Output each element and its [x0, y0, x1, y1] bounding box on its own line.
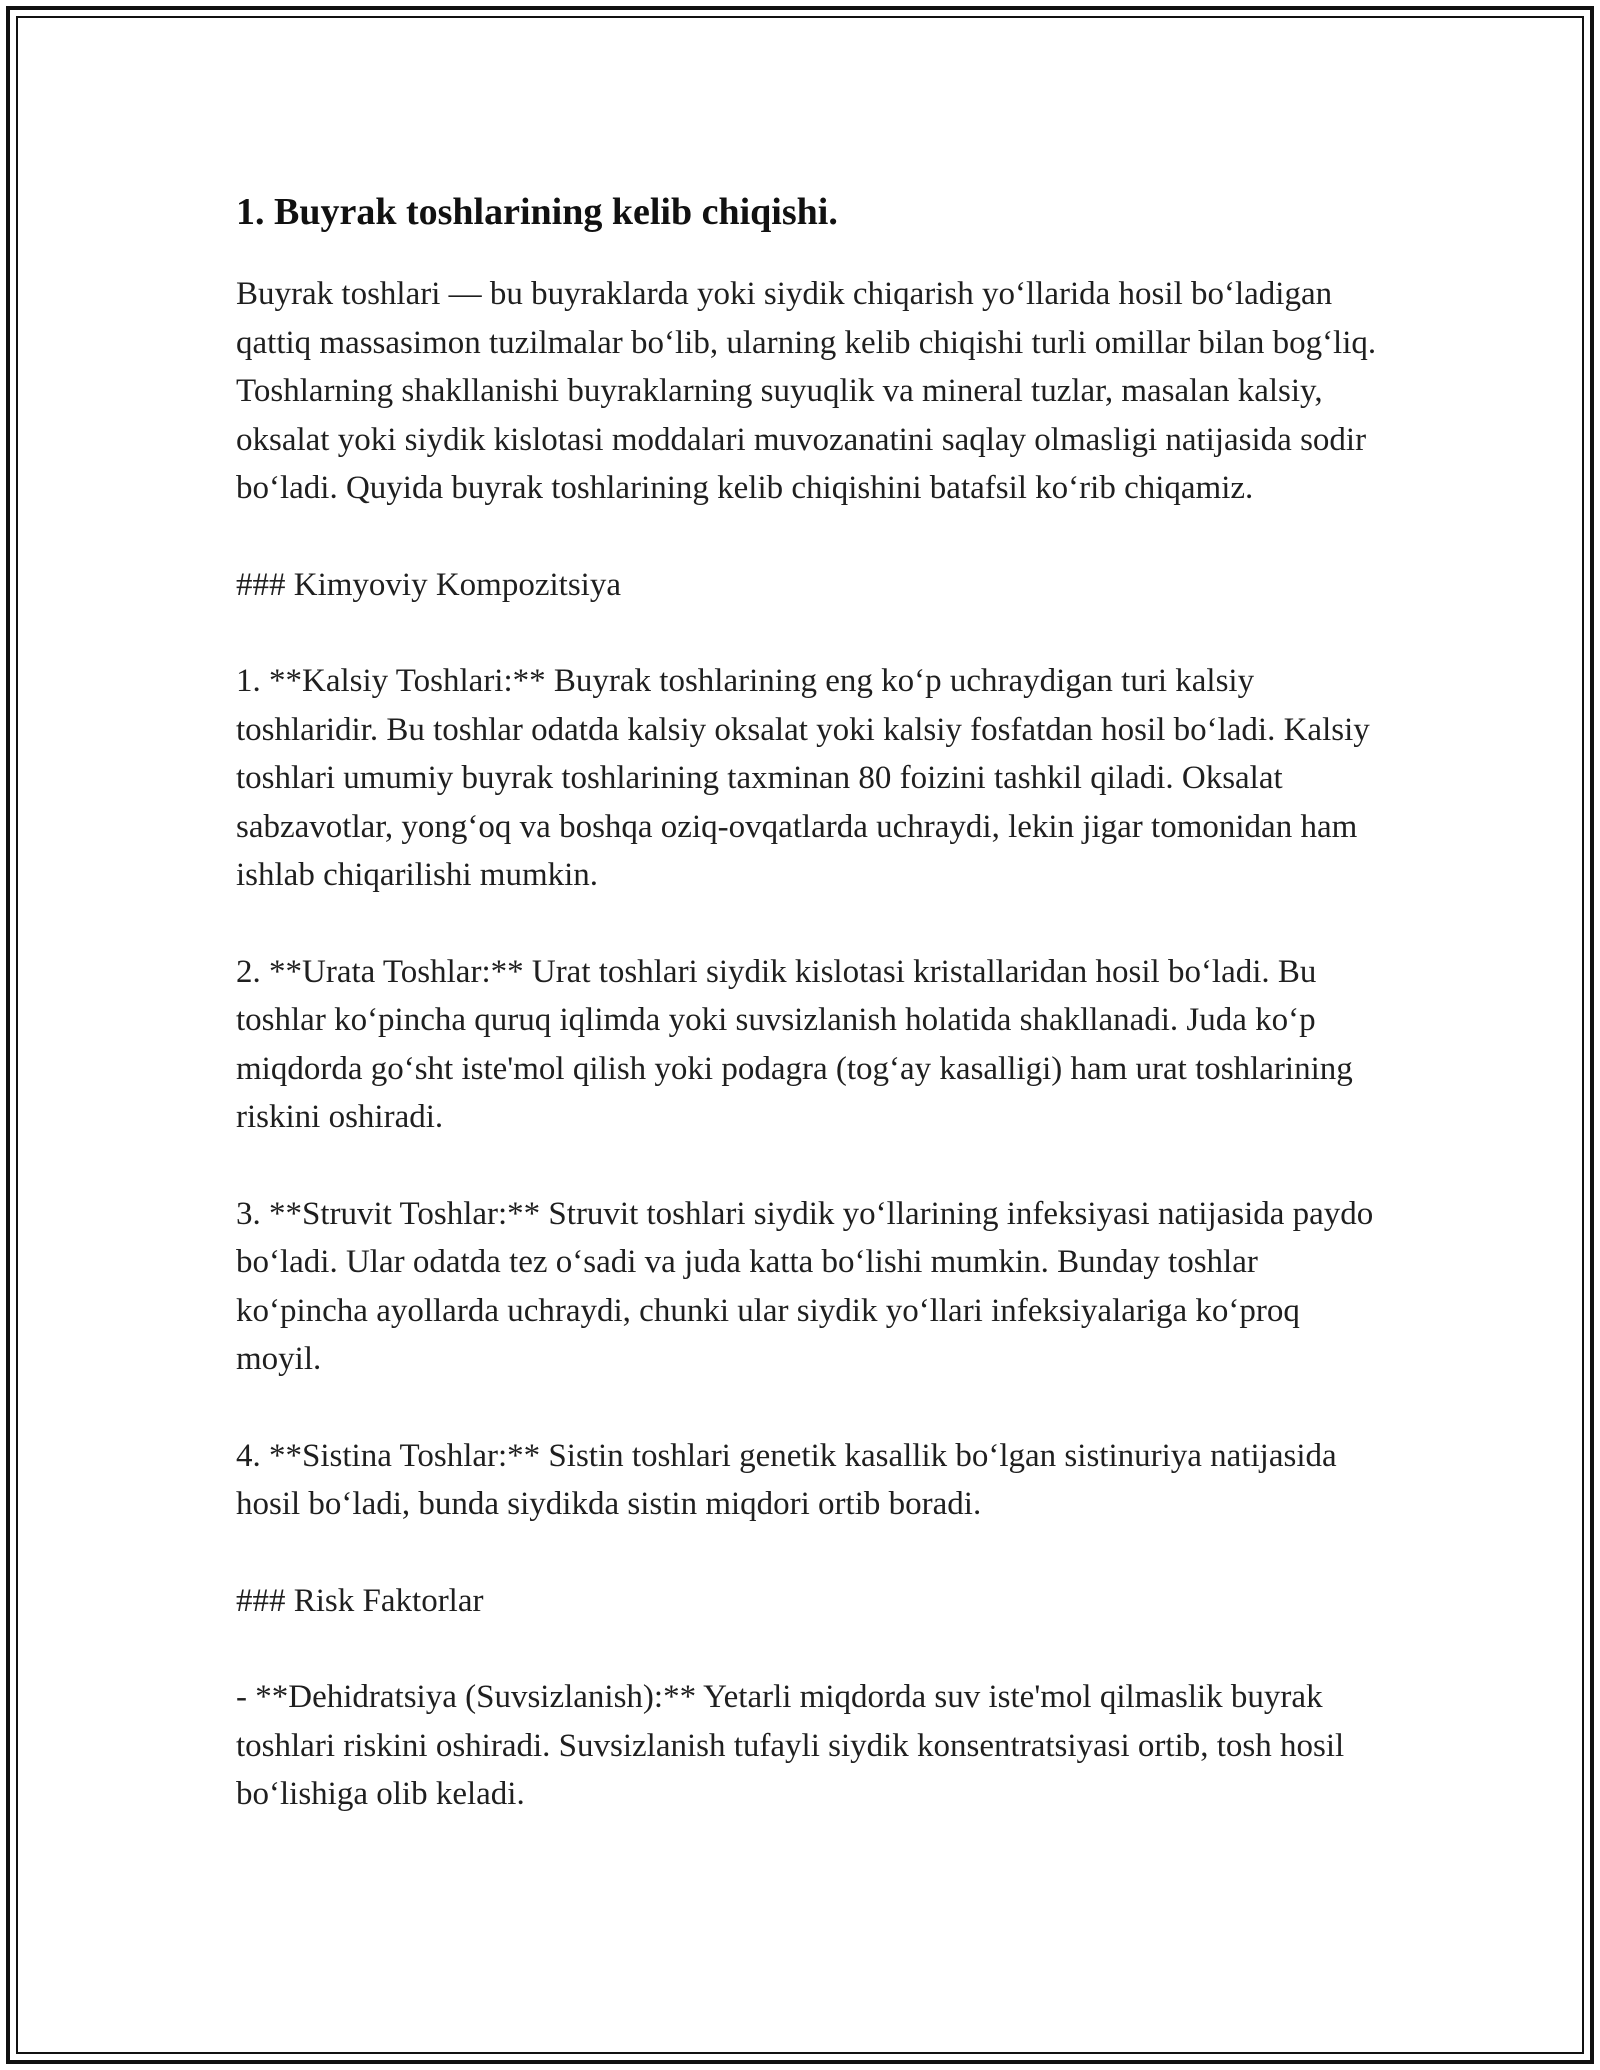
document-body [236, 186, 1386, 1819]
list-item-struvit-toshlar: 3. **Struvit Toshlar:** Struvit toshlari siydik yo‘llarining infeksiyasi natijasida paydo bo‘ladi. Ular odatda tez o‘sadi va juda katta bo‘lishi mumkin. Bunday toshlar ko‘pincha ayollarda uchraydi, chunki ular siydik yo‘llari infeksiyalariga ko‘proq moyil. [236, 1195, 1374, 1377]
list-item-sistina-toshlar: 4. **Sistina Toshlar:** Sistin toshlari genetik kasallik bo‘lgan sistinuriya natijasida hosil bo‘ladi, bunda siydikda sistin miqdori ortib boradi. [236, 1437, 1337, 1522]
list-item-dehidratsiya: - **Dehidratsiya (Suvsizlanish):** Yetarli miqdorda suv iste'mol qilmaslik buyrak toshlari riskini oshiradi. Suvsizlanish tufayli siydik konsentratsiyasi ortib, tosh hosil bo‘lishiga olib keladi. [236, 1679, 1345, 1812]
list-item-kalsiy-toshlari: 1. **Kalsiy Toshlari:** Buyrak toshlarining eng ko‘p uchraydigan turi kalsiy toshlaridir. Bu toshlar odatda kalsiy oksalat yoki kalsiy fosfatdan hosil bo‘ladi. Kalsiy toshlari umumiy buyrak toshlarining taxminan 80 foizini tashkil qiladi. Oksalat sabzavotlar, yong‘oq va boshqa oziq-ovqatlarda uchraydi, lekin jigar tomonidan ham ishlab chiqarilishi mumkin. [236, 663, 1370, 893]
list-item-urata-toshlar: 2. **Urata Toshlar:** Urat toshlari siydik kislotasi kristallaridan hosil bo‘ladi. Bu toshlar ko‘pincha quruq iqlimda yoki suvsizlanish holatida shakllanadi. Juda ko‘p miqdorda go‘sht iste'mol qilish yoki podagra (tog‘ay kasalligi) ham urat toshlarining riskini oshiradi. [236, 953, 1353, 1135]
section-heading-risk-faktorlar: ### Risk Faktorlar [236, 1582, 484, 1619]
document-title: 1. Buyrak toshlarining kelib chiqishi. [236, 191, 838, 233]
intro-paragraph: Buyrak toshlari — bu buyraklarda yoki siydik chiqarish yo‘llarida hosil bo‘ladigan qattiq massasimon tuzilmalar bo‘lib, ularning kelib chiqishi turli omillar bilan bog‘liq. Toshlarning shakllanishi buyraklarning suyuqlik va mineral tuzlar, masalan kalsiy, oksalat yoki siydik kislotasi moddalari muvozanatini saqlay olmasligi natijasida sodir bo‘ladi. Quyida buyrak toshlarining kelib chiqishini batafsil ko‘rib chiqamiz. [236, 276, 1377, 506]
section-heading-kimyoviy-kompozitsiya: ### Kimyoviy Kompozitsiya [236, 566, 621, 603]
